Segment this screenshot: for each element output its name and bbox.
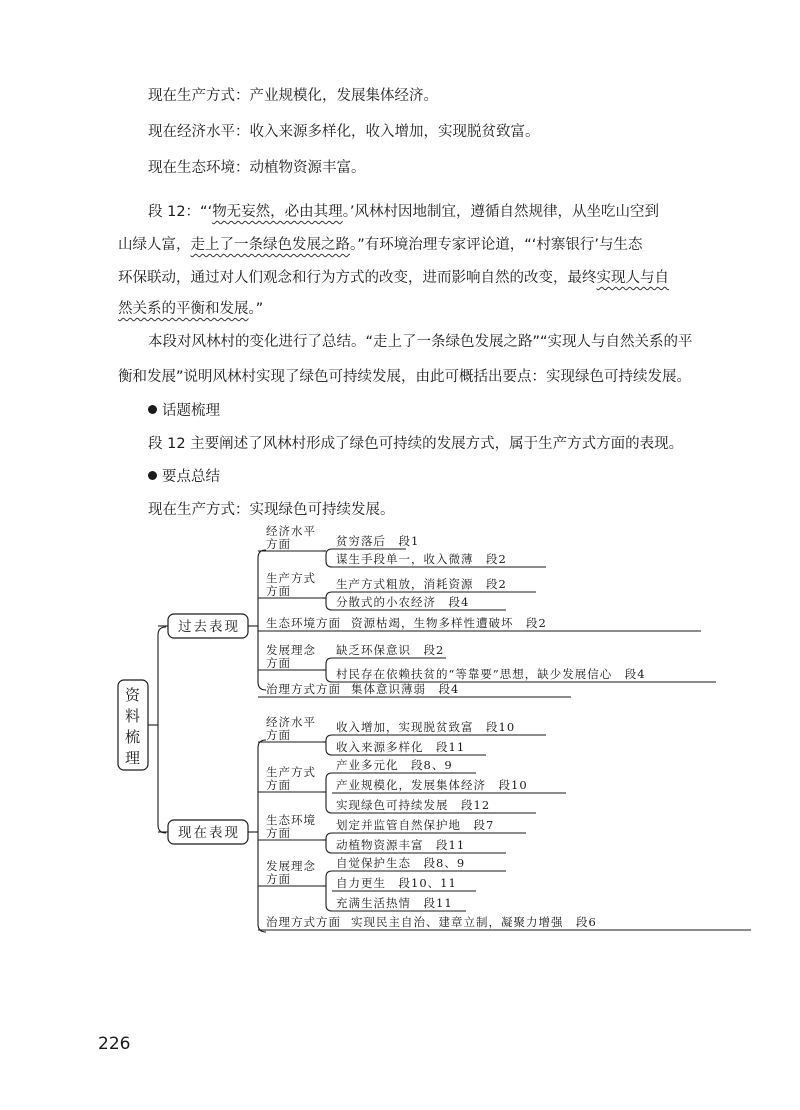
past-item: 村民存在依赖扶贫的“等靠要”思想，缺少发展信心 段4 bbox=[336, 667, 646, 681]
topic-heading-text: 话题梳理 bbox=[162, 403, 220, 419]
present-category-label: 经济水平 bbox=[266, 715, 316, 729]
present-category-label: 治理方式方面 bbox=[266, 915, 341, 929]
text-span: 。” bbox=[248, 301, 264, 317]
text-span: 。”有环境治理专家评论道，“‘村寨银行’与生态 bbox=[350, 237, 643, 253]
present-item: 收入增加，实现脱贫致富 段10 bbox=[336, 720, 516, 734]
wavy-underline-text: 然关系的平衡和发展 bbox=[118, 301, 249, 317]
past-category-label: 方面 bbox=[266, 537, 291, 551]
present-category-label: 方面 bbox=[266, 728, 291, 742]
present-category-label: 方面 bbox=[266, 826, 291, 840]
present-item-bracket bbox=[326, 833, 332, 853]
past-item: 贫穷落后 段1 bbox=[336, 534, 420, 548]
present-category-label: 生态环境 bbox=[266, 813, 316, 827]
root-char: 梳 bbox=[125, 728, 141, 746]
topic-text: 段 12 主要阐述了风林村形成了绿色可持续的发展方式，属于生产方式方面的表现。 bbox=[148, 436, 684, 452]
present-item: 收入来源多样化 段11 bbox=[336, 740, 466, 754]
past-item: 集体意识薄弱 段4 bbox=[351, 682, 460, 696]
past-item: 缺乏环保意识 段2 bbox=[336, 643, 445, 657]
root-char: 资 bbox=[125, 686, 141, 704]
present-item: 产业规模化，发展集体经济 段10 bbox=[336, 778, 528, 792]
present-item-bracket bbox=[326, 871, 332, 911]
past-item: 分散式的小农经济 段4 bbox=[336, 595, 470, 609]
text-span: 段 12：“‘ bbox=[148, 204, 213, 220]
past-item-bracket bbox=[326, 592, 332, 610]
present-branch-label: 现在表现 bbox=[178, 825, 240, 841]
wavy-underline-text: 走上了一条绿色发展之路 bbox=[190, 237, 350, 253]
root-char: 料 bbox=[125, 707, 141, 725]
past-category-label: 方面 bbox=[266, 656, 291, 670]
past-item: 生产方式粗放，消耗资源 段2 bbox=[336, 577, 507, 591]
present-item: 动植物资源丰富 段11 bbox=[336, 838, 466, 852]
present-category-label: 发展理念 bbox=[266, 859, 316, 873]
text-span: 。’风林村因地制宜，遵循自然规律，从坐吃山空到 bbox=[342, 204, 660, 220]
page-number: 226 bbox=[98, 1034, 131, 1054]
present-category-label: 方面 bbox=[266, 778, 291, 792]
points-text: 现在生产方式：实现绿色可持续发展。 bbox=[148, 502, 395, 518]
past-item: 资源枯竭，生物多样性遭破坏 段2 bbox=[351, 616, 547, 630]
present-category-label: 生产方式 bbox=[266, 765, 316, 779]
root-char: 理 bbox=[125, 749, 141, 767]
past-item: 谋生手段单一，收入微薄 段2 bbox=[336, 552, 507, 566]
summary-line-economy: 现在经济水平：收入来源多样化，收入增加，实现脱贫致富。 bbox=[148, 124, 540, 140]
wavy-underline-text: 物无妄然，必由其理 bbox=[212, 204, 343, 220]
present-item: 自觉保护生态 段8、9 bbox=[336, 856, 466, 870]
past-item-bracket bbox=[326, 549, 332, 567]
summary-line-ecology: 现在生态环境：动植物资源丰富。 bbox=[148, 160, 366, 176]
present-item: 自力更生 段10、11 bbox=[336, 876, 457, 890]
present-item-bracket bbox=[326, 735, 332, 755]
past-item-bracket bbox=[326, 658, 332, 682]
text-span: 环保联动，通过对人们观念和行为方式的改变，进而影响自然的改变，最终 bbox=[118, 270, 597, 286]
text-span: 山绿人富， bbox=[118, 237, 191, 253]
past-category-label: 生态环境方面 bbox=[266, 616, 341, 630]
present-category-label: 方面 bbox=[266, 872, 291, 886]
present-category-bracket bbox=[258, 740, 266, 932]
past-category-label: 发展理念 bbox=[266, 643, 316, 657]
past-category-label: 治理方式方面 bbox=[266, 682, 341, 696]
past-category-label: 经济水平 bbox=[266, 524, 316, 538]
wavy-underline-text: 实现人与自 bbox=[596, 270, 669, 286]
analysis-line2: 衡和发展”说明风林村实现了绿色可持续发展，由此可概括出要点：实现绿色可持续发展。 bbox=[118, 369, 692, 385]
past-category-bracket bbox=[258, 550, 266, 690]
present-item: 划定并监管自然保护地 段7 bbox=[336, 818, 495, 832]
analysis-line1: 本段对风林村的变化进行了总结。“走上了一条绿色发展之路”“实现人与自然关系的平 bbox=[148, 334, 693, 350]
present-item: 实现民主自治、建章立制，凝聚力增强 段6 bbox=[351, 915, 597, 929]
summary-line-production: 现在生产方式：产业规模化，发展集体经济。 bbox=[148, 88, 438, 104]
past-category-label: 生产方式 bbox=[266, 571, 316, 585]
present-item: 充满生活热情 段11 bbox=[336, 896, 453, 910]
points-heading-text: 要点总结 bbox=[162, 469, 220, 485]
present-item: 实现绿色可持续发展 段12 bbox=[336, 798, 491, 812]
past-branch-label: 过去表现 bbox=[178, 619, 240, 635]
present-item-bracket bbox=[326, 773, 332, 813]
past-category-label: 方面 bbox=[266, 584, 291, 598]
present-item: 产业多元化 段8、9 bbox=[336, 758, 453, 772]
root-bracket bbox=[158, 627, 166, 833]
